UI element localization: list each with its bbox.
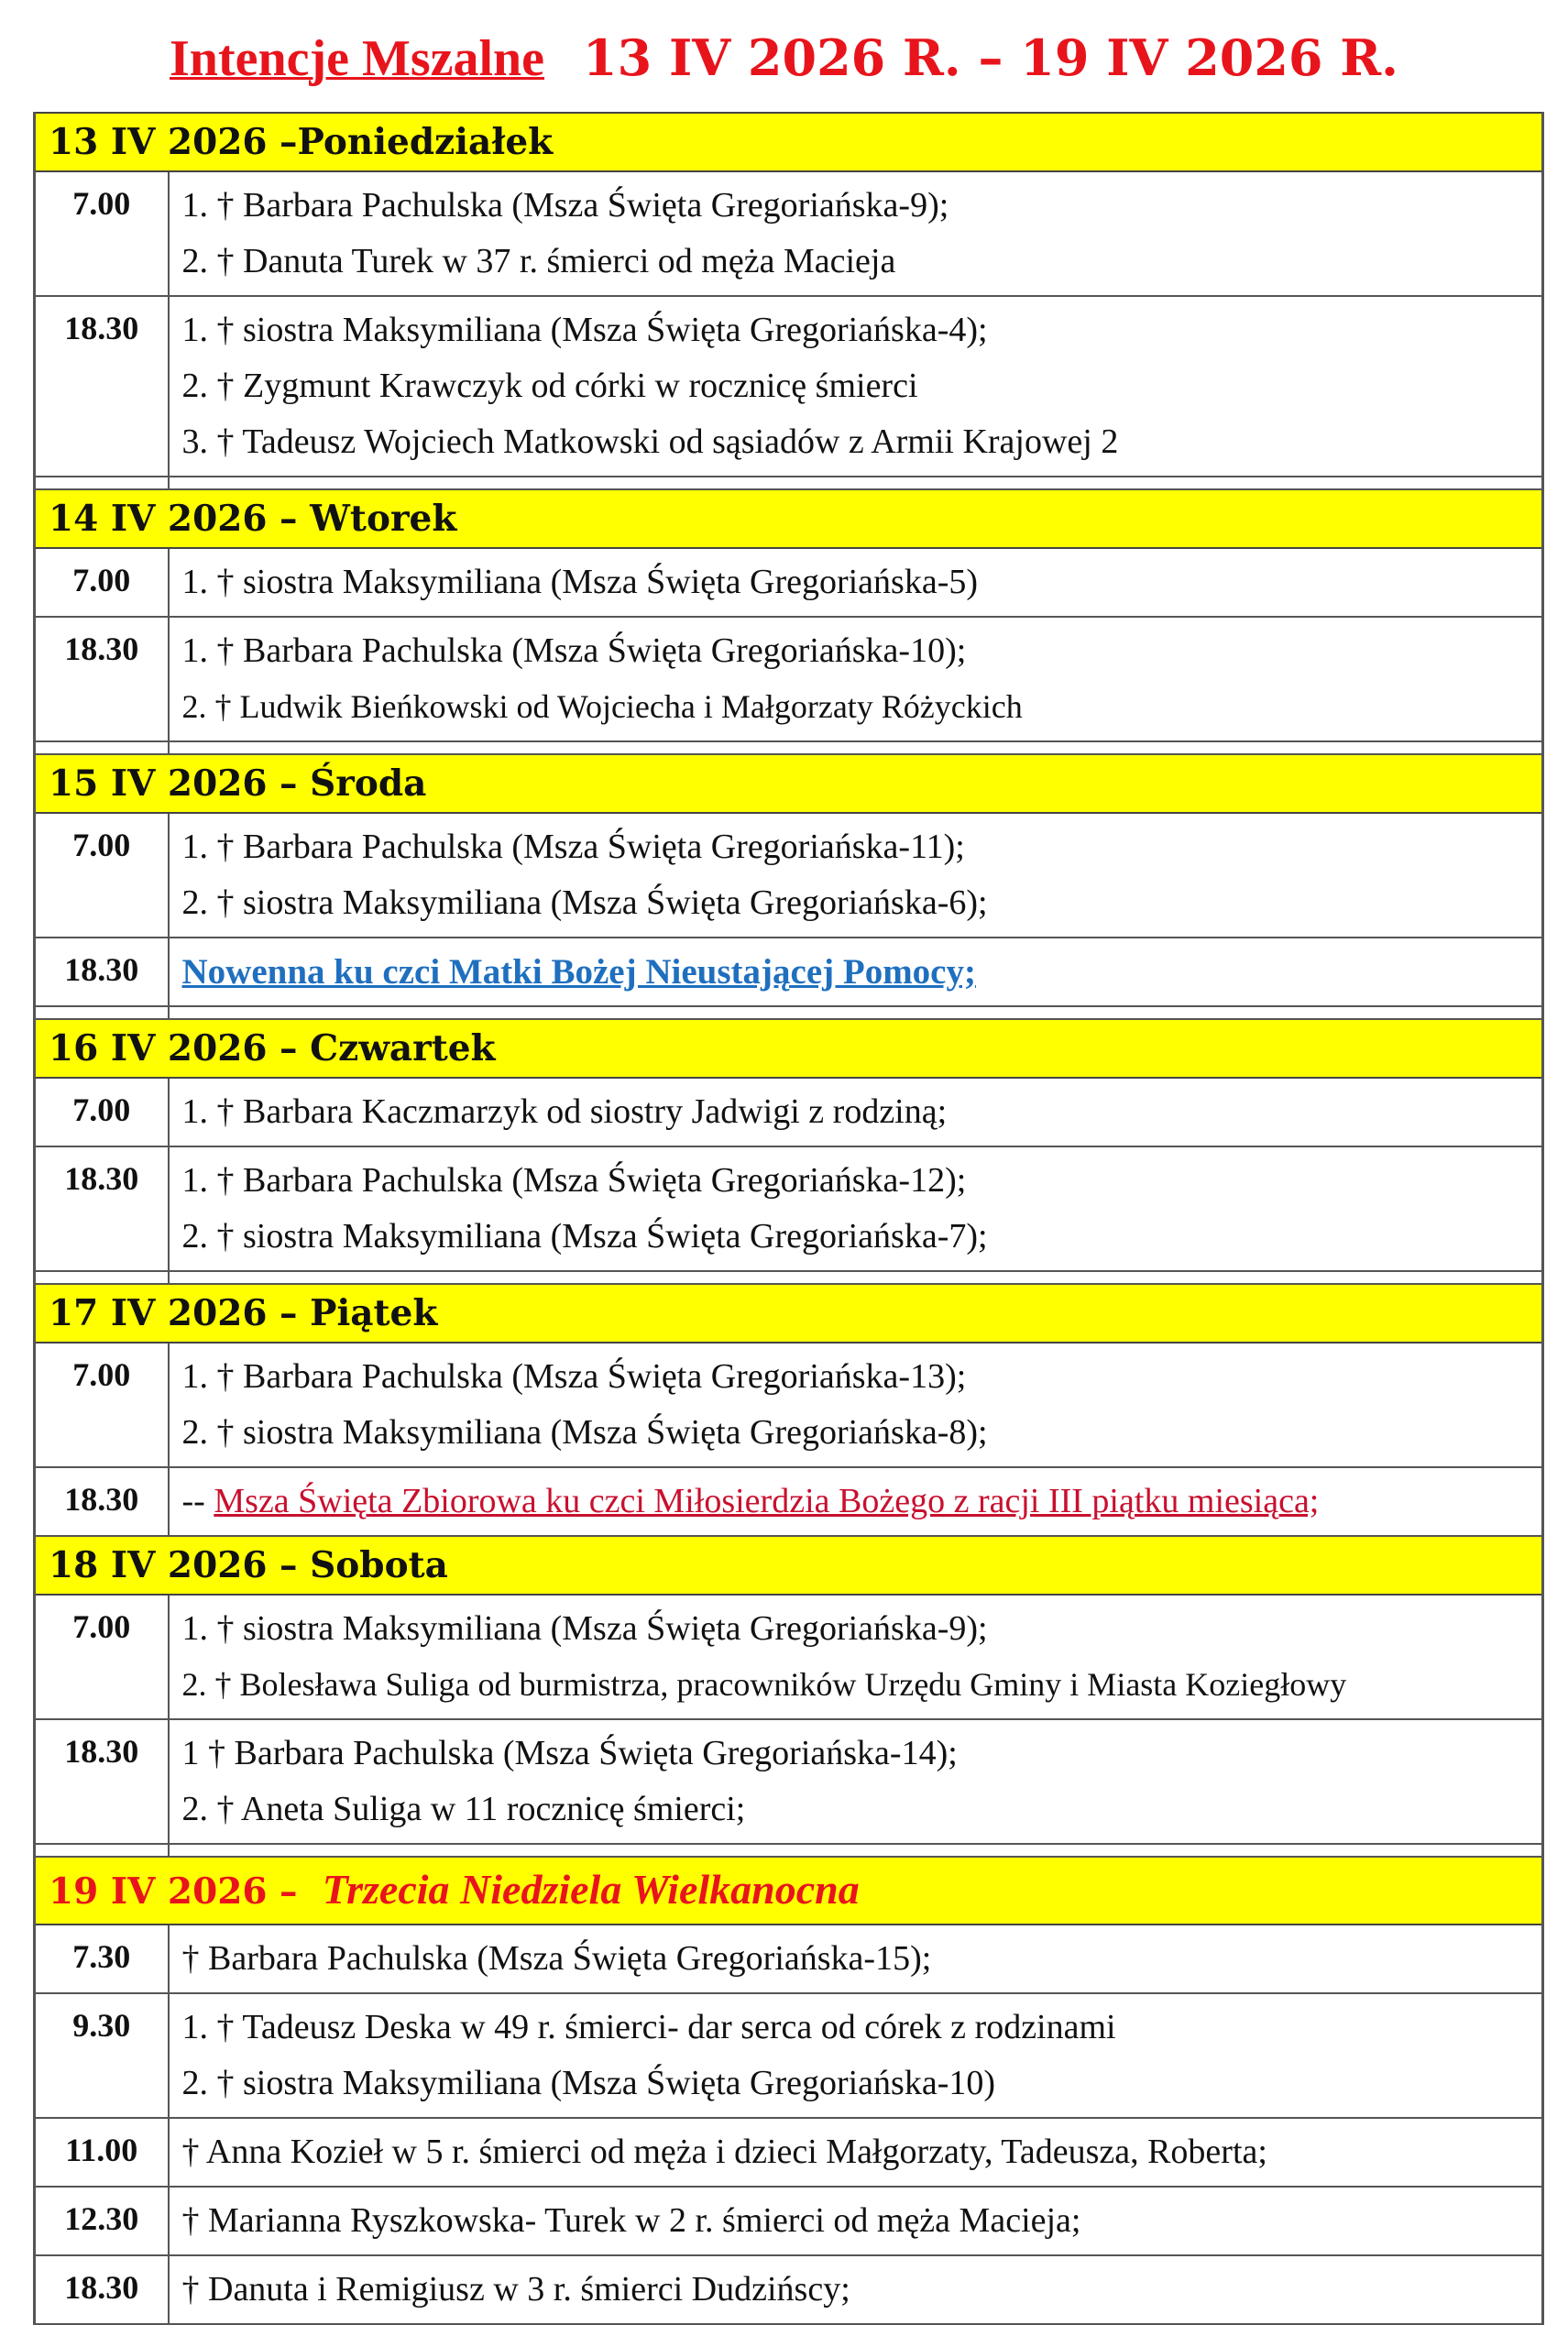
spacer-row bbox=[35, 1844, 1543, 1857]
mass-intentions bbox=[169, 1343, 1543, 1467]
sunday-name: Trzecia Niedziela Wielkanocna bbox=[322, 1866, 860, 1913]
mass-row bbox=[35, 1993, 1543, 2118]
sunday-date: 19 IV 2026 – bbox=[49, 1870, 298, 1913]
intention-line: 2. † Zygmunt Krawczyk od córki w rocznicę śmierci bbox=[181, 367, 918, 405]
intention-line: 2. † Bolesława Suliga od burmistrza, pracowników Urzędu Gminy i Miasta Koziegłowy bbox=[181, 1666, 1347, 1703]
mass-time: 18.30 bbox=[35, 938, 169, 1006]
mass-intentions bbox=[169, 2118, 1543, 2187]
mass-time: 18.30 bbox=[35, 1719, 169, 1844]
intention-line: 2. † siostra Maksymiliana (Msza Święta Gregoriańska-7); bbox=[181, 1217, 988, 1256]
day-heading: 13 IV 2026 –Poniedziałek bbox=[35, 113, 1543, 171]
mass-time: 7.00 bbox=[35, 548, 169, 617]
spacer-row bbox=[35, 1006, 1543, 1019]
intention-line: 2. † Ludwik Bieńkowski od Wojciecha i Małgorzaty Różyckich bbox=[181, 688, 1023, 725]
day-header-tuesday bbox=[35, 489, 1543, 548]
mass-row bbox=[35, 1078, 1543, 1146]
intention-line: 1. † Barbara Pachulska (Msza Święta Gregoriańska-10); bbox=[181, 631, 967, 670]
intention-line: 2. † Aneta Suliga w 11 rocznicę śmierci; bbox=[181, 1790, 746, 1828]
mass-row bbox=[35, 2187, 1543, 2255]
intention-line: 2. † siostra Maksymiliana (Msza Święta Gregoriańska-8); bbox=[181, 1413, 988, 1452]
spacer-row bbox=[35, 1271, 1543, 1284]
mass-intentions bbox=[169, 813, 1543, 938]
divine-mercy-link[interactable]: Msza Święta Zbiorowa ku czci Miłosierdzia Bożego z racji III piątku miesiąca; bbox=[214, 1482, 1320, 1520]
mass-time: 11.00 bbox=[35, 2118, 169, 2187]
intention-line bbox=[182, 1474, 1542, 1530]
mass-intentions bbox=[169, 548, 1543, 617]
mass-row bbox=[35, 548, 1543, 617]
mass-row bbox=[35, 1925, 1543, 1993]
day-heading: 14 IV 2026 – Wtorek bbox=[35, 489, 1543, 548]
mass-time: 7.00 bbox=[35, 171, 169, 296]
mass-time: 7.00 bbox=[35, 813, 169, 938]
mass-time: 12.30 bbox=[35, 2187, 169, 2255]
mass-intentions bbox=[169, 938, 1543, 1006]
day-header-wednesday bbox=[35, 754, 1543, 813]
mass-time: 7.30 bbox=[35, 1925, 169, 1993]
intention-line: † Barbara Pachulska (Msza Święta Gregoriańska-15); bbox=[181, 1939, 932, 1978]
intention-line: 1. † siostra Maksymiliana (Msza Święta Gregoriańska-5) bbox=[181, 563, 979, 601]
day-header-saturday bbox=[35, 1536, 1543, 1595]
mass-intentions bbox=[169, 1993, 1543, 2118]
mass-row bbox=[35, 2118, 1543, 2187]
mass-intentions bbox=[169, 1467, 1543, 1536]
mass-intentions bbox=[169, 1595, 1543, 1719]
intention-line: 3. † Tadeusz Wojciech Matkowski od sąsiadów z Armii Krajowej 2 bbox=[181, 422, 1119, 461]
mass-intentions bbox=[169, 1078, 1543, 1146]
mass-time: 18.30 bbox=[35, 617, 169, 741]
mass-intentions bbox=[169, 2187, 1543, 2255]
day-heading: 17 IV 2026 – Piątek bbox=[35, 1284, 1543, 1343]
intention-line: 2. † siostra Maksymiliana (Msza Święta Gregoriańska-6); bbox=[181, 883, 988, 922]
intention-line: † Marianna Ryszkowska- Turek w 2 r. śmierci od męża Macieja; bbox=[181, 2201, 1081, 2240]
title-label: Intencje Mszalne bbox=[170, 30, 545, 87]
mass-row bbox=[35, 617, 1543, 741]
mass-time: 18.30 bbox=[35, 296, 169, 477]
day-header-thursday bbox=[35, 1019, 1543, 1078]
day-header-friday bbox=[35, 1284, 1543, 1343]
mass-row bbox=[35, 813, 1543, 938]
mass-row bbox=[35, 938, 1543, 1006]
mass-row bbox=[35, 1719, 1543, 1844]
page-title bbox=[0, 26, 1568, 91]
intention-line: 1. † Barbara Pachulska (Msza Święta Gregoriańska-12); bbox=[181, 1161, 967, 1200]
intention-line: 2. † Danuta Turek w 37 r. śmierci od męża Macieja bbox=[181, 242, 896, 280]
intention-line: † Danuta i Remigiusz w 3 r. śmierci Dudzińscy; bbox=[181, 2270, 850, 2309]
mass-row bbox=[35, 2255, 1543, 2324]
mass-row bbox=[35, 1595, 1543, 1719]
intention-line: 1 † Barbara Pachulska (Msza Święta Gregoriańska-14); bbox=[181, 1734, 958, 1772]
mass-intentions bbox=[169, 1925, 1543, 1993]
intention-line: 1. † siostra Maksymiliana (Msza Święta Gregoriańska-4); bbox=[181, 311, 988, 349]
prefix-dashes: -- bbox=[181, 1482, 214, 1520]
intention-line: 1. † Barbara Kaczmarzyk od siostry Jadwigi z rodziną; bbox=[181, 1092, 948, 1131]
mass-row bbox=[35, 171, 1543, 296]
intention-line: 2. † siostra Maksymiliana (Msza Święta Gregoriańska-10) bbox=[181, 2064, 996, 2102]
title-date-range: 13 IV 2026 R. – 19 IV 2026 R. bbox=[583, 28, 1398, 87]
intention-line: † Anna Kozieł w 5 r. śmierci od męża i dzieci Małgorzaty, Tadeusza, Roberta; bbox=[181, 2133, 1267, 2171]
spacer-row bbox=[35, 741, 1543, 754]
mass-intentions bbox=[169, 617, 1543, 741]
intention-line: 1. † Barbara Pachulska (Msza Święta Gregoriańska-13); bbox=[181, 1357, 967, 1396]
mass-time: 18.30 bbox=[35, 1146, 169, 1271]
mass-intentions bbox=[169, 2255, 1543, 2324]
mass-time: 7.00 bbox=[35, 1343, 169, 1467]
day-heading: 15 IV 2026 – Środa bbox=[35, 754, 1543, 813]
intention-line: 1. † Barbara Pachulska (Msza Święta Gregoriańska-11); bbox=[181, 828, 965, 866]
mass-time: 7.00 bbox=[35, 1078, 169, 1146]
mass-intentions bbox=[169, 1146, 1543, 1271]
mass-time: 9.30 bbox=[35, 1993, 169, 2118]
mass-intentions bbox=[169, 1719, 1543, 1844]
mass-time: 18.30 bbox=[35, 1467, 169, 1536]
day-header-sunday bbox=[35, 1857, 1543, 1925]
mass-row bbox=[35, 296, 1543, 477]
mass-row bbox=[35, 1343, 1543, 1467]
intention-line: 1. † siostra Maksymiliana (Msza Święta Gregoriańska-9); bbox=[181, 1609, 988, 1648]
intentions-table bbox=[33, 112, 1544, 2325]
day-heading: 18 IV 2026 – Sobota bbox=[35, 1536, 1543, 1595]
mass-time: 7.00 bbox=[35, 1595, 169, 1719]
intention-line: 1. † Barbara Pachulska (Msza Święta Gregoriańska-9); bbox=[181, 186, 949, 225]
mass-time: 18.30 bbox=[35, 2255, 169, 2324]
mass-intentions bbox=[169, 171, 1543, 296]
mass-row bbox=[35, 1467, 1543, 1536]
mass-intentions bbox=[169, 296, 1543, 477]
mass-row bbox=[35, 1146, 1543, 1271]
spacer-row bbox=[35, 477, 1543, 489]
intention-line: 1. † Tadeusz Deska w 49 r. śmierci- dar serca od córek z rodzinami bbox=[181, 2008, 1116, 2046]
day-heading: 16 IV 2026 – Czwartek bbox=[35, 1019, 1543, 1078]
novena-link[interactable]: Nowenna ku czci Matki Bożej Nieustającej Pomocy; bbox=[181, 952, 976, 992]
day-header-monday bbox=[35, 113, 1543, 171]
day-heading bbox=[35, 1857, 1543, 1925]
